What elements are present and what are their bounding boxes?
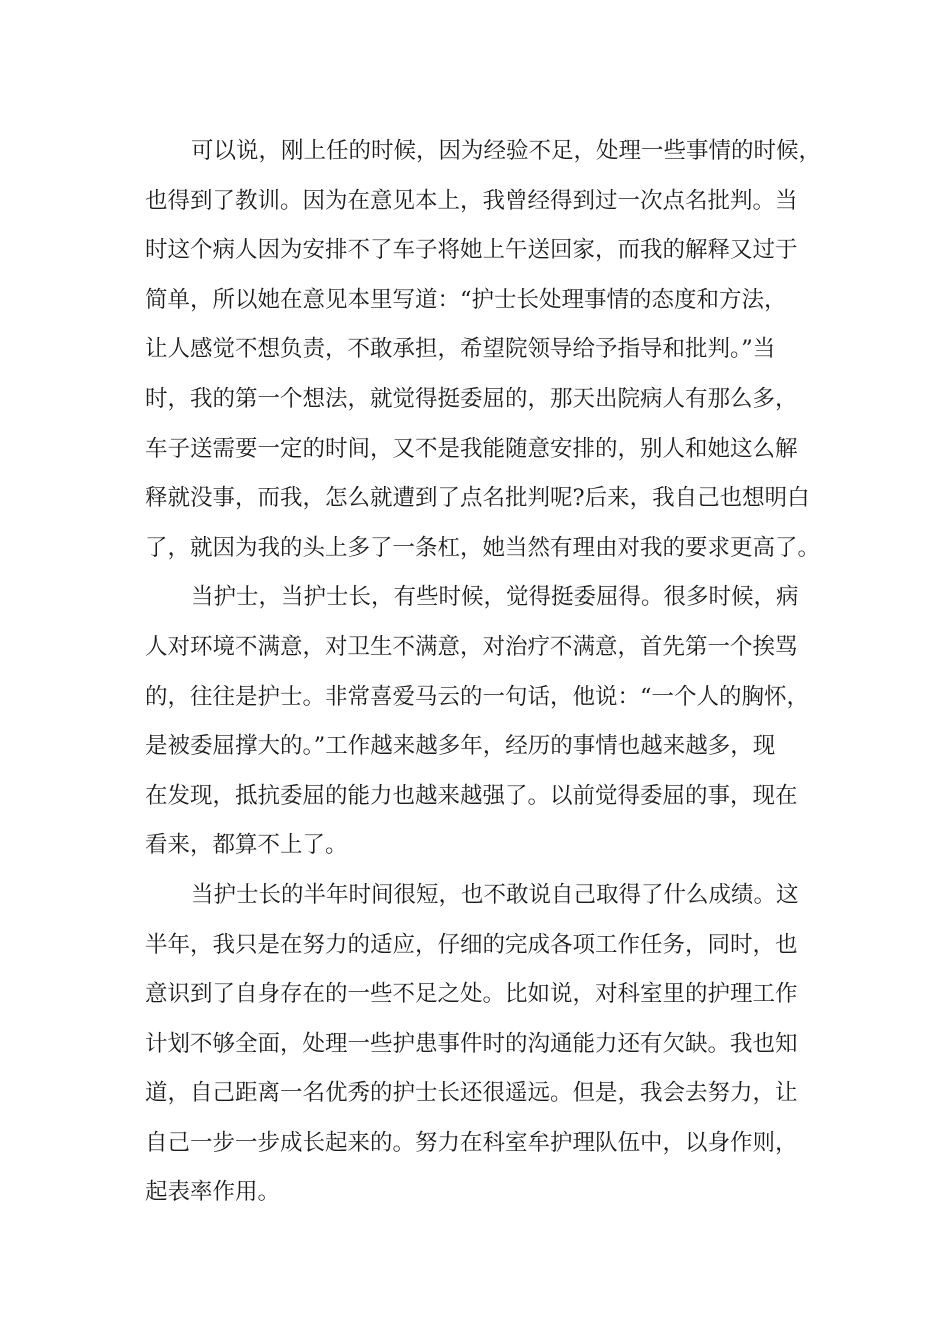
text-line: 当护士长的半年时间很短，也不敢说自己取得了什么成绩。这: [191, 881, 799, 908]
text-line: 让人感觉不想负责，不敢承担，希望院领导给予指导和批判。”当: [145, 336, 776, 363]
paragraph-3: [145, 871, 835, 1218]
text-line: 看来，都算不上了。: [145, 832, 348, 859]
text-line: 计划不够全面，处理一些护患事件时的沟通能力还有欠缺。我也知: [145, 1030, 798, 1057]
body-text: [145, 127, 835, 1218]
text-line: 时这个病人因为安排不了车子将她上午送回家，而我的解释又过于: [145, 237, 798, 264]
text-line: 简单，所以她在意见本里写道：“护士长处理事情的态度和方法，: [145, 286, 787, 313]
text-line: 车子送需要一定的时间，又不是我能随意安排的，别人和她这么解: [145, 435, 798, 462]
text-line: 也得到了教训。因为在意见本上，我曾经得到过一次点名批判。当: [145, 187, 798, 214]
paragraph-1: [145, 127, 835, 573]
text-line: 可以说，刚上任的时候，因为经验不足，处理一些事情的时候，: [191, 138, 822, 164]
text-line: 的，往往是护士。非常喜爱马云的一句话，他说：“一个人的胸怀，: [145, 683, 810, 710]
text-line: 当护士，当护士长，有些时候，觉得挺委屈得。很多时候，病: [191, 584, 799, 611]
text-line: 释就没事，而我，怎么就遭到了点名批判呢?后来，我自己也想明白: [145, 485, 810, 512]
text-line: 了，就因为我的头上多了一条杠，她当然有理由对我的要求更高了。: [145, 534, 821, 561]
text-line: 时，我的第一个想法，就觉得挺委屈的，那天出院病人有那么多，: [145, 385, 798, 412]
text-line: 是被委屈撑大的。”工作越来越多年，经历的事情也越来越多，现: [145, 733, 776, 760]
paragraph-2: [145, 573, 835, 871]
text-line: 人对环境不满意，对卫生不满意，对治疗不满意，首先第一个挨骂: [145, 633, 798, 660]
text-line: 意识到了自身存在的一些不足之处。比如说，对科室里的护理工作: [145, 981, 798, 1008]
text-line: 道，自己距离一名优秀的护士长还很遥远。但是，我会去努力，让: [145, 1080, 798, 1107]
text-line: 自己一步一步成长起来的。努力在科室牟护理队伍中，以身作则，: [145, 1129, 798, 1156]
text-line: 在发现，抵抗委屈的能力也越来越强了。以前觉得委屈的事，现在: [145, 782, 798, 809]
text-line: 半年，我只是在努力的适应，仔细的完成各项工作任务，同时，也: [145, 931, 798, 958]
text-line: 起表率作用。: [145, 1179, 281, 1206]
